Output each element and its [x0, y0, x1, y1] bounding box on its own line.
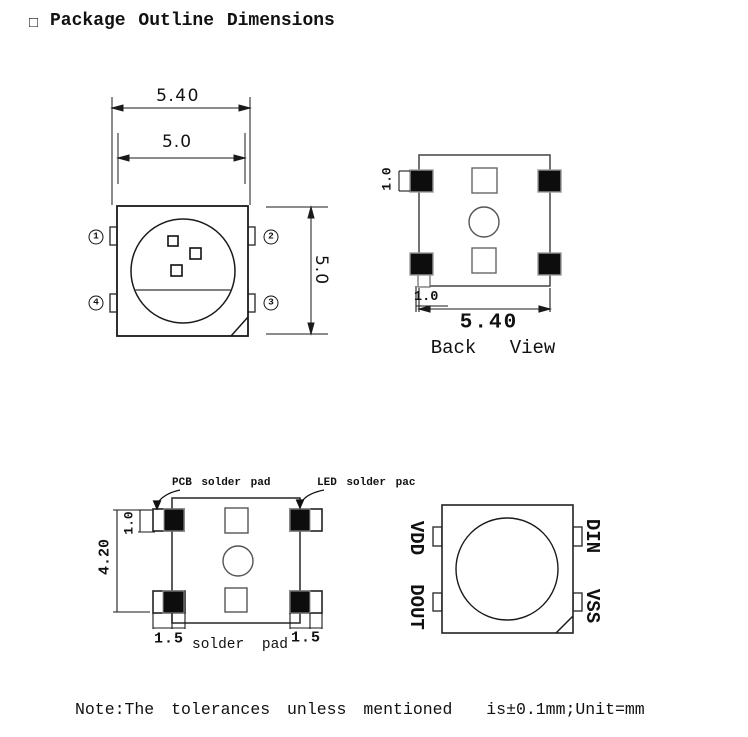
- pin-label-vdd: VDD: [405, 520, 427, 556]
- pin3-badge: 3: [264, 296, 279, 311]
- led-pad-bottom-left: [163, 591, 184, 613]
- front-chip-square-2: [190, 248, 201, 259]
- front-chip-square-3: [171, 265, 182, 276]
- pad-layout-dim-width-right: 1.5: [290, 629, 322, 647]
- pad-layout-dim-width-left: 1.5: [153, 630, 185, 648]
- back-dim-pad-width: 1.0: [414, 290, 439, 305]
- pin1-badge: 1: [89, 230, 104, 245]
- pad-layout-square-bottom: [225, 588, 247, 612]
- front-view-body: [110, 206, 255, 336]
- led-pad-top-left: [164, 509, 184, 531]
- pin-label-vss: VSS: [581, 588, 603, 624]
- pin2-badge: 2: [264, 230, 279, 245]
- front-chip-square-1: [168, 236, 178, 246]
- front-dim-body-width: 5.0: [161, 132, 193, 152]
- section-marker-icon: □: [29, 15, 39, 32]
- pin-view-outline: [442, 505, 573, 633]
- page-title: Package Outline Dimensions: [50, 11, 335, 31]
- front-dim-outer-width: 5.40: [156, 86, 200, 106]
- back-center-circle: [469, 207, 499, 237]
- back-pad-width-extension: [418, 274, 430, 287]
- led-callout-leader: [301, 490, 324, 504]
- back-thermal-square-top: [472, 168, 497, 193]
- led-pad-bottom-right: [290, 591, 310, 613]
- pad-layout-dim-vertical-span: 4.20: [96, 538, 114, 576]
- led-solder-pad-callout: LED solder pac: [317, 477, 416, 489]
- back-pad-top-right: [538, 170, 561, 192]
- back-pad-bottom-right: [538, 253, 561, 275]
- pad-layout-caption: solder pad: [191, 637, 289, 653]
- back-view-caption: Back View: [430, 337, 556, 359]
- pin-lead-vdd: [433, 527, 442, 546]
- pad-layout-square-top: [225, 508, 248, 533]
- pad-layout-dim-pad-height: 1.0: [121, 511, 137, 535]
- back-view-body: [410, 155, 561, 287]
- pin-lead-dout: [433, 593, 442, 611]
- pin-view-body: [433, 505, 582, 633]
- pad-layout-body: [153, 498, 322, 623]
- front-dim-body-height: 5.0: [311, 254, 331, 286]
- back-dim-pad-height: 1.0: [379, 167, 395, 191]
- pin4-badge: 4: [89, 296, 104, 311]
- pin-label-din: DIN: [581, 518, 603, 554]
- pad-layout-center-circle: [223, 546, 253, 576]
- led-pad-top-right: [290, 509, 310, 531]
- pin-label-dout: DOUT: [405, 584, 427, 630]
- back-dim-overall-width: 5.40: [459, 311, 519, 335]
- back-pad-bottom-left: [410, 253, 433, 275]
- back-thermal-square-bottom: [472, 248, 496, 273]
- pcb-solder-pad-callout: PCB solder pad: [172, 477, 271, 489]
- tolerance-note: Note:The tolerances unless mentioned is±0.1mm;Unit=mm: [75, 700, 645, 719]
- back-pad-top-left: [410, 170, 433, 192]
